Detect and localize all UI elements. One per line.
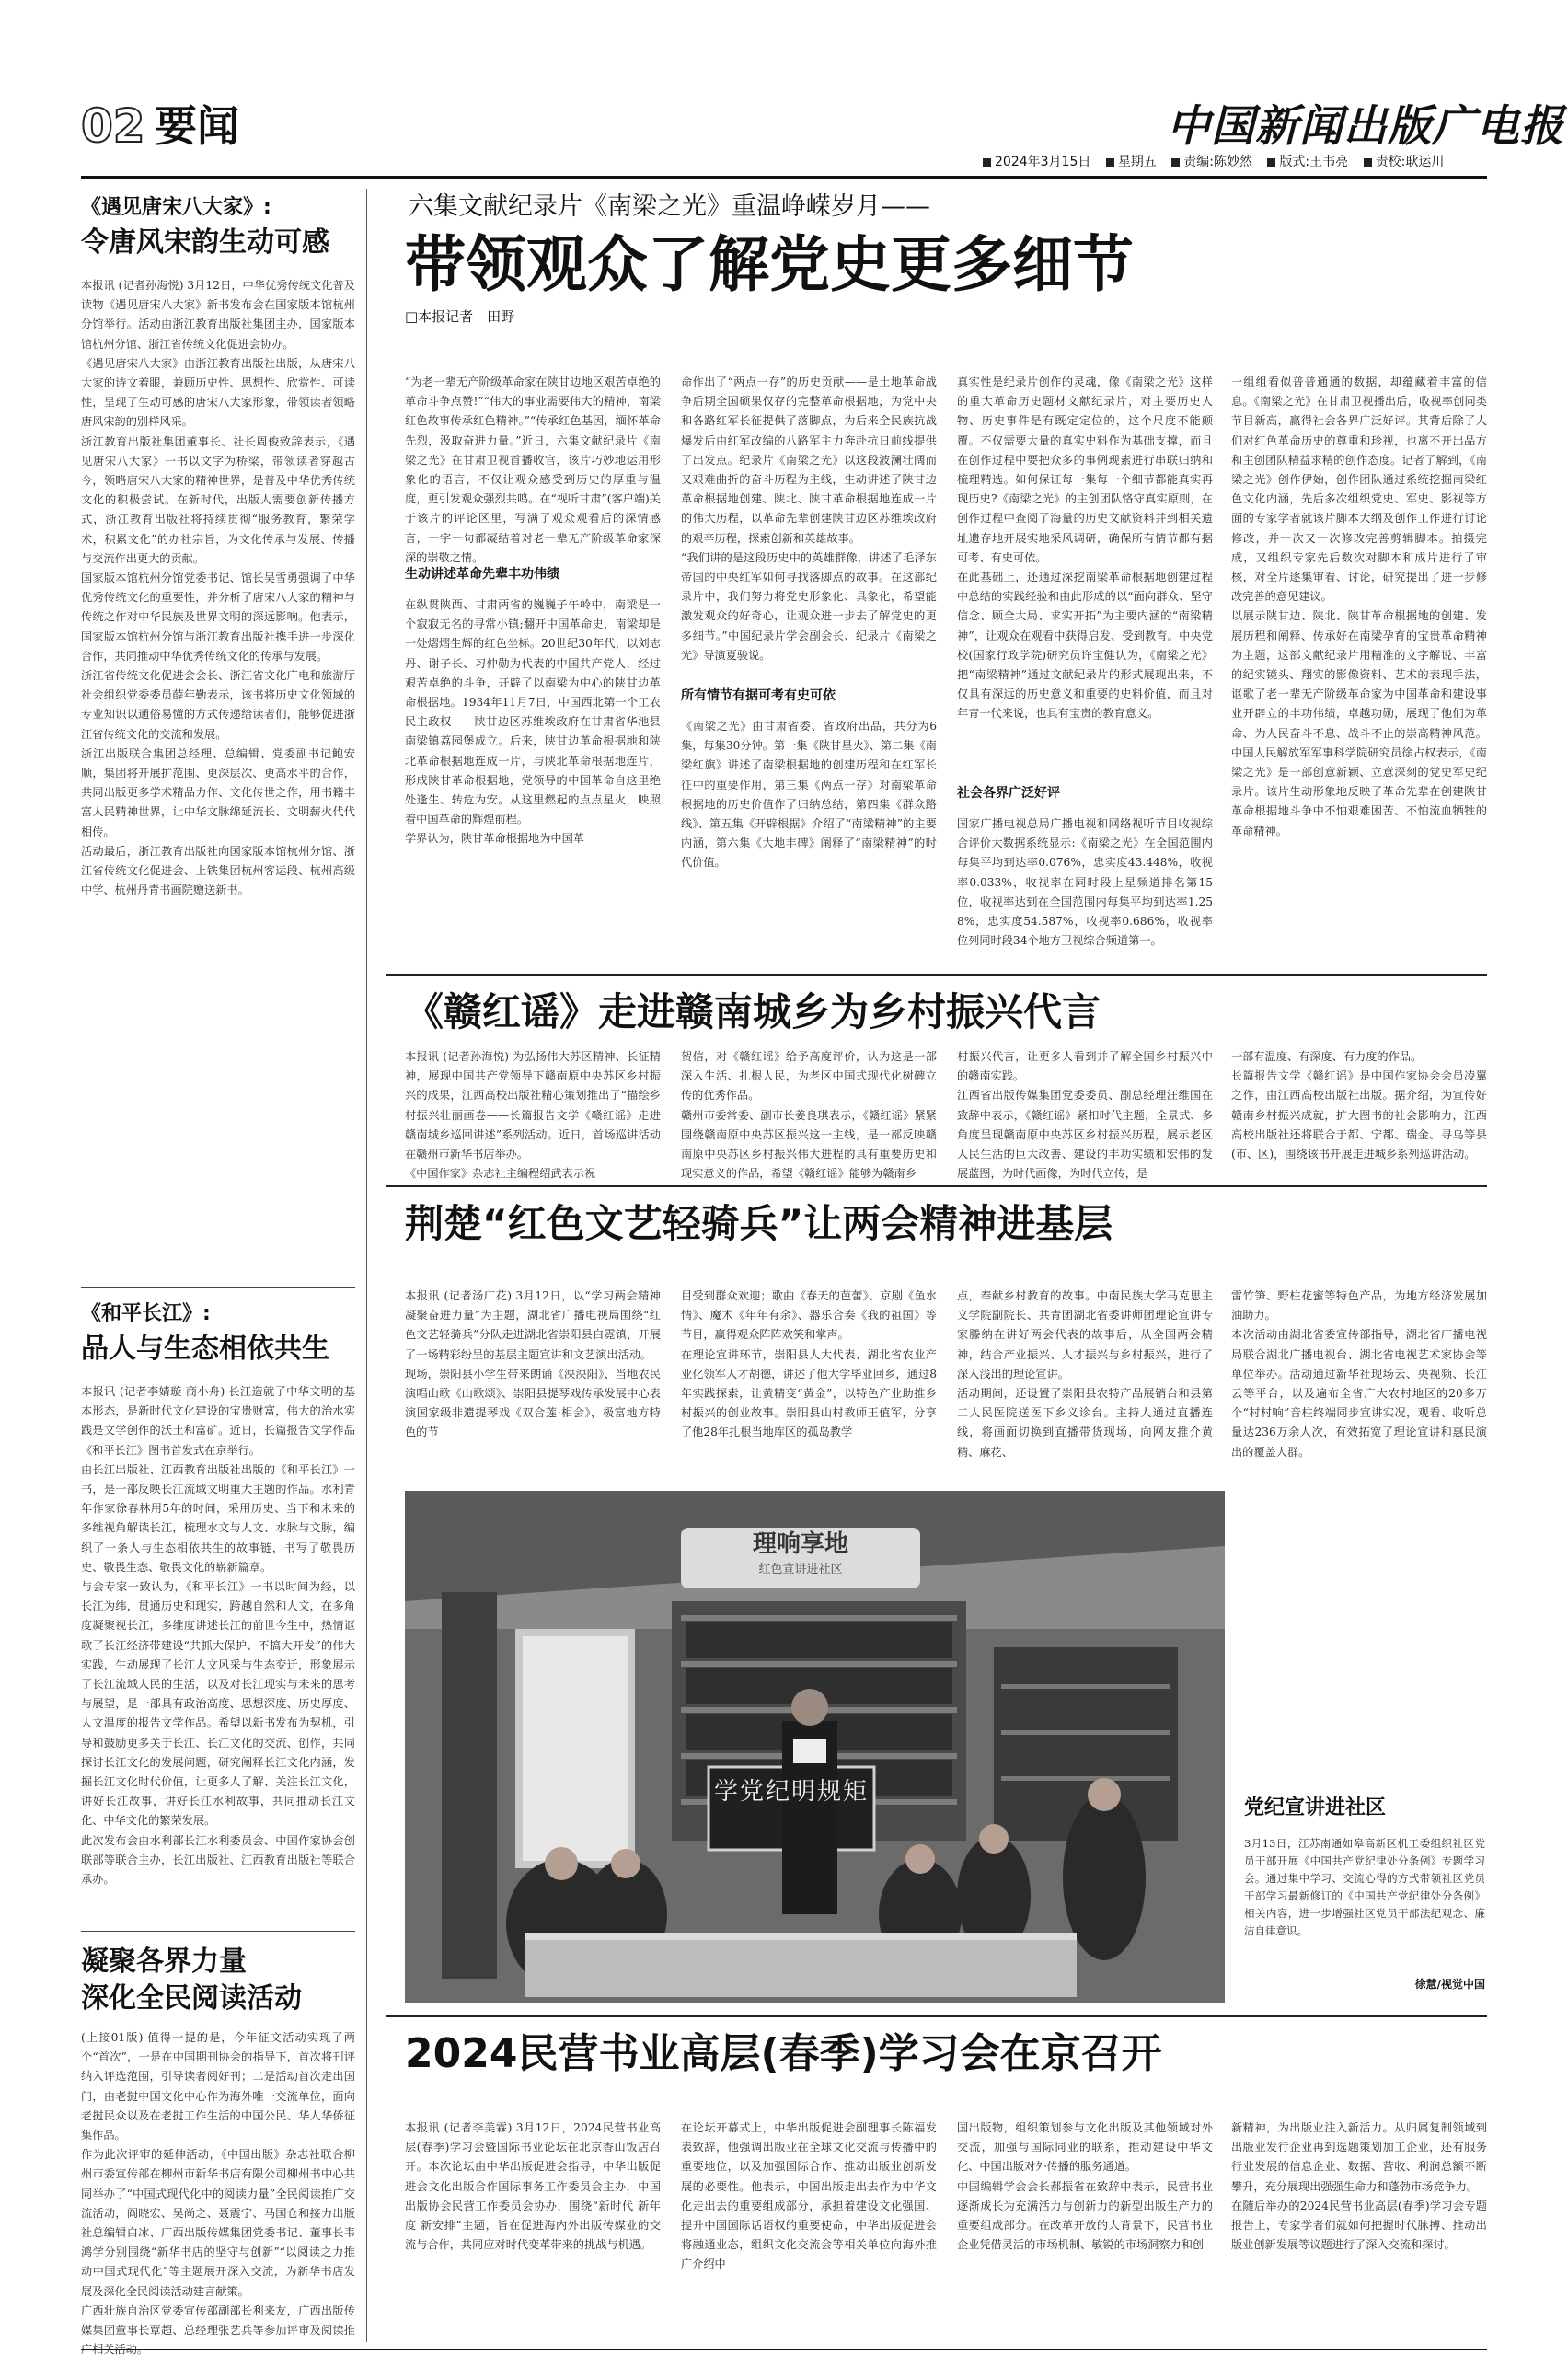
story-column: 目受到群众欢迎；歌曲《春天的芭蕾》、京剧《鱼水情》、魔术《年年有余》、器乐合奏《我的祖国》等节目，赢得观众阵阵欢笑和掌声。 在理论宣讲环节，崇阳县人大代表、湖北省农业产业化领军人才胡德，讲述了他大学毕业回乡，通过8年实践探索，让黄精变“黄金”，以特色产业助推乡村振兴的创业故事。崇阳县山村教师王值军，分享了他28年扎根当地库区的孤岛教学 (681, 1289, 937, 1439)
article-book-review-2 (81, 1299, 355, 1925)
section-divider (386, 1185, 1487, 1187)
left-column-divider (366, 189, 367, 2342)
lead-kicker: 六集文献纪录片《南梁之光》重温峥嵘岁月—— (409, 192, 930, 221)
photo-credit: 徐慧/视觉中国 (1414, 1978, 1485, 1991)
photo-banner (681, 1528, 920, 1588)
article-title: 品人与生态相依共生 (81, 1333, 329, 1365)
bullet-square-icon (1364, 158, 1372, 167)
photo-blackboard-text: 学党纪明规矩 (713, 1778, 869, 1806)
article-body: (上接01版) 值得一提的是，今年征文活动实现了两个“首次”，一是在中国期刊协会的指导下，首次将刊评纳入评选范围，引导读者阅好刊；二是活动首次走出国门，由老挝中国文化中心作为海外唯一交流单位，面向老挝民众以及在老挝工作生活的中国公民、华人华侨征集作品。 作为此次评审的延伸活动，《中国出版》杂志社联合柳州市委宣传部在柳州市新华书店有限公司柳州书中心共同举办了“中国式现代化中的阅读力量”全民阅读推广交流活动，阎晓宏、吴尚之、聂震宁、马国仓和接力出版社总编辑白冰、广西出版传媒集团党委书记、董事长韦鸿学分别围绕“新华书店的坚守与创新”“以阅读之力推动中国式现代化”等主题展开深入交流，为新华书店发展及深化全民阅读活动建言献策。 广西壮族自治区党委宣传部副部长利来友，广西出版传媒集团董事长覃超、总经理张艺兵等参加评审及阅读推广相关活动。 (81, 2031, 355, 2357)
section-title: 要闻 (155, 101, 239, 151)
story-column: 雷竹笋、野柱花蜜等特色产品，为地方经济发展加油助力。 本次活动由湖北省委宣传部指导，湖北省广播电视局联合湖北广播电视台、湖北省电视艺术家协会等单位举办。活动通过新华社现场云、央视频、长江云等平台，以及遍布全省广大农村地区的20多万个“村村响”音柱终端同步宣讲实况，观看、收听总量达236万余人次，有效拓宽了理论宣讲和惠民演出的覆盖人群。 (1231, 1289, 1487, 1459)
issue-weekday: 星期五 (1117, 155, 1157, 169)
bullet-square-icon (983, 158, 991, 167)
news-photo (405, 1491, 1225, 2003)
issue-info (983, 153, 1444, 171)
lead-column-1 (405, 373, 661, 947)
story-column: 在论坛开幕式上，中华出版促进会副理事长陈福发表致辞，他强调出版业在全球文化交流与传播中的重要地位，以及加强国际合作、推动出版业创新发展的必要性。他表示，中国出版走出去作为中华文化走出去的重要组成部分，承担着建设文化强国、提升中国国际话语权的重要使命，中华出版促进会将融通业态，组织文化交流会等相关单位向海外推广介绍中 (681, 2121, 937, 2271)
story-title: 《赣红谣》走进赣南城乡为乡村振兴代言 (405, 989, 1101, 1034)
lead-column-4 (1231, 373, 1487, 951)
lead-column-3 (957, 373, 1213, 953)
article-title-line1: 凝聚各界力量 (81, 1946, 247, 1978)
article-book-review-1 (81, 193, 355, 1298)
lead-subheading: 所有情节有据可考有史可依 (681, 688, 836, 703)
story-column: 一部有温度、有深度、有力度的作品。 长篇报告文学《赣红谣》是中国作家协会会员凌翼之作，由江西高校出版社出版。据介绍，为宣传好赣南乡村振兴成就，扩大图书的社会影响力，江西高校出版社还将联合于都、宁都、瑞金、寻乌等县(市、区)，围绕该书开展走进城乡系列巡讲活动。 (1231, 1050, 1487, 1161)
story-title: 荆楚“红色文艺轻骑兵”让两会精神进基层 (405, 1201, 1113, 1246)
lead-subheading: 生动讲述革命先辈丰功伟绩 (405, 567, 559, 582)
bullet-square-icon (1267, 158, 1275, 167)
lead-subheading: 社会各界广泛好评 (957, 786, 1060, 801)
story-column: 村振兴代言，让更多人看到并了解全国乡村振兴中的赣南实践。 江西省出版传媒集团党委委员、副总经理汪维国在致辞中表示，《赣红谣》紧扣时代主题，全景式、多角度呈现赣南原中央苏区乡村振兴历程，展示老区人民生活的巨大改善、建设的丰功实绩和宏伟的发展蓝图，为时代画像，为时代立传，是 (957, 1050, 1213, 1181)
photo-caption-box (1233, 1491, 1487, 2003)
issue-editor: 责编:陈妙然 (1183, 155, 1252, 169)
section-divider (386, 974, 1487, 976)
issue-designer: 版式:王书亮 (1279, 155, 1349, 169)
section-divider (386, 2015, 1487, 2017)
lead-body: 在纵贯陕西、甘肃两省的巍巍子午岭中，南梁是一个寂寂无名的寻常小镇;翻开中国革命史，南梁却是一处熠熠生辉的红色坐标。20世纪30年代，以刘志丹、谢子长、习仲勋为代表的中国共产党人，经过艰苦卓绝的斗争，开辟了以南梁为中心的陕甘边革命根据地。1934年11月7日，中国西北第一个工农民主政权——陕甘边区苏维埃政府在甘肃省华池县南梁镇荔园堡成立。后来，陕甘边革命根据地和陕北革命根据地连成一片，与陕北革命根据地连片，形成陕甘革命根据地，党领导的中国革命自这里绝处逢生、转危为安。从这里燃起的点点星火，映照着中国革命的辉煌前程。 学界认为，陕甘革命根据地为中国革 (405, 598, 661, 846)
lead-byline: □本报记者 田野 (405, 308, 515, 325)
lead-title: 带领观众了解党史更多细节 (405, 229, 1134, 300)
section-divider (81, 1287, 355, 1288)
story-title: 2024民营书业高层(春季)学习会在京召开 (405, 2030, 1162, 2077)
issue-proof: 责校:耿运川 (1375, 155, 1445, 169)
article-body: 本报讯 (记者李婧璇 商小舟) 长江造就了中华文明的基本形态，是新时代文化建设的宝贵财富，伟大的治水实践是文学创作的沃土和富矿。近日，长篇报告文学作品《和平长江》图书首发式在京举行。 由长江出版社、江西教育出版社出版的《和平长江》一书，是一部反映长江流域文明重大主题的作品。水利青年作家徐春林用5年的时间，采用历史、当下和未来的多维视角解读长江，梳理水文与人文、水脉与文脉，编织了一条人与生态相依共生的故事链，书写了敬畏历史、敬畏生态、敬畏文化的崭新篇章。 与会专家一致认为，《和平长江》一书以时间为经，以长江为纬，贯通历史和现实，跨越自然和人文，在多角度凝聚视长江，多维度讲述长江的前世今生中，热情讴歌了长江经济带建设“共抓大保护、不搞大开发”的伟大实践，生动展现了长江人文风采与生态变迁，形象展示了长江流域人民的生活，以及对长江现实与未来的思考与展望，是一部具有政治高度、思想深度、历史厚度、人文温度的报告文学作品。希望以新书发布为契机，引导和鼓励更多关于长江、长江文化的交流、创作，共同探讨长江文化的发展问题，研究阐释长江文化内涵，发掘长江文化时代价值，让更多人了解、关注长江文化，讲好长江故事，讲好长江水利故事，共同推动长江文化、中华文化的繁荣发展。 此次发布会由水利部长江水利委员会、中国作家协会创联部等联合主办，长江出版社、江西教育出版社等联合承办。 (81, 1385, 355, 1887)
lead-body: 《南梁之光》由甘肃省委、省政府出品，共分为6集，每集30分钟。第一集《陕甘星火》、第二集《南梁红旗》讲述了南梁根据地的创建历程和在红军长征中的重要作用，第三集《两点一存》对南梁革命根据地的历史价值作了归纳总结，第四集《群众路线》、第五集《开辟根据》介绍了“南梁精神”的主要内涵，第六集《大地丰碑》阐释了“南梁精神”的时代价值。 (681, 720, 937, 870)
bullet-square-icon (1171, 158, 1180, 167)
story-column: 点，奉献乡村教育的故事。中南民族大学马克思主义学院副院长、共青团湖北省委讲师团理论宣讲专家滕纳在讲好两会代表的故事后，从全国两会精神，结合产业振兴、人才振兴与乡村振兴，进行了深入浅出的理论宣讲。 活动期间，还设置了崇阳县农特产品展销台和县第二人民医院送医下乡义诊台。主持人通过直播连线，将画面切换到直播带货现场，向网友推介黄精、麻花、 (957, 1289, 1213, 1459)
photo-banner-text: 理响享地 (752, 1530, 848, 1558)
bullet-square-icon (1106, 158, 1114, 167)
page-bottom-rule (81, 2349, 1487, 2350)
photo-caption: 3月13日，江苏南通如皋高新区机工委组织社区党员干部开展《中国共产党纪律处分条例》专题学习会。通过集中学习、交流心得的方式带领社区党员干部学习最新修订的《中国共产党纪律处分条例》相关内容，进一步增强社区党员干部法纪观念、廉洁自律意识。 (1244, 1837, 1485, 1937)
lead-body: 命作出了“两点一存”的历史贡献——是土地革命战争后期全国硕果仅存的完整革命根据地，为党中央和各路红军长征提供了落脚点，为后来全民族抗战爆发后由红军改编的八路军主力奔赴抗日前线提供了出发点。纪录片《南梁之光》以这段波澜壮阔而又艰难曲折的奋斗历程为主线，生动讲述了陕甘边革命根据地创建、陕北、陕甘革命根据地连成一片的伟大历程，以革命先辈创建陕甘边区苏维埃政府的艰辛历程，探索创新和英雄故事。 “我们讲的是这段历史中的英雄群像，讲述了毛泽东帝国的中央红军如何寻找落脚点的故事。在这部纪录片中，我们努力将党史形象化、具象化，希望能激发观众的好奇心，让观众进一步去了解党史的更多细节。”中国纪录片学会副会长、纪录片《南梁之光》导演夏骏说。 (681, 375, 937, 662)
masthead-rule (81, 176, 1487, 179)
lead-story (405, 189, 1487, 327)
story-column: 贺信，对《赣红谣》给予高度评价，认为这是一部深入生活、扎根人民，为老区中国式现代化树碑立传的优秀作品。 赣州市委常委、副市长姜良琪表示，《赣红谣》紧紧围绕赣南原中央苏区振兴这一主线，是一部反映赣南原中央苏区乡村振兴伟大进程的具有重要历史和现实意义的作品，希望《赣红谣》能够为赣南乡 (681, 1050, 937, 1181)
story-column: 本报讯 (记者汤广花) 3月12日，以“学习两会精神 凝聚奋进力量”为主题，湖北省广播电视局围绕“红色文艺轻骑兵”分队走进湖北省崇阳县白霓镇，开展了一场精彩纷呈的基层主题宣讲和文艺演出活动。 现场，崇阳县小学生带来朗诵《泱泱阳》、当地农民演唱山歌《山歌颂》、崇阳县提琴戏传承发展中心表演国家级非遗提琴戏《双合莲·相会》，极富地方特色的节 (405, 1289, 661, 1439)
page-number: 02 (81, 99, 145, 153)
paper-name-logo: 中国新闻出版广电报 (1167, 101, 1564, 152)
section-divider (81, 1931, 355, 1932)
article-title-line2: 深化全民阅读活动 (81, 1982, 302, 2015)
issue-date: 2024年3月15日 (995, 155, 1091, 169)
lead-body: 国家广播电视总局广播电视和网络视听节目收视综合评价大数据系统显示:《南梁之光》在全国范围内每集平均到达率0.076%，忠实度43.448%，收视率0.033%，收视率在同时段上星频道排名第15位，收视率达到在全国范围内每集平均到达率1.258%，忠实度54.587%，收视率0.686%，收视率位列同时段34个地方卫视综合频道第一。 (957, 817, 1213, 948)
photo-banner-subtext: 红色宣讲进社区 (758, 1563, 843, 1576)
lead-column-2 (681, 373, 937, 947)
photo-caption-title: 党纪宣讲进社区 (1244, 1796, 1387, 1819)
story-column: 本报讯 (记者李美霖) 3月12日，2024民营书业高层(春季)学习会暨国际书业论坛在北京香山饭店召开。本次论坛由中华出版促进会指导，中华出版促进会文化出版合作国际事务工作委员会主办，中国出版协会民营工作委员会协办，围绕“新时代 新年度 新安排”主题，旨在促进海内外出版传媒业的交流与合作，共同应对时代变革带来的挑战与机遇。 (405, 2121, 661, 2252)
story-column: 本报讯 (记者孙海悦) 为弘扬伟大苏区精神、长征精神，展现中国共产党领导下赣南原中央苏区乡村振兴的成果，江西高校出版社精心策划推出了“描绘乡村振兴壮丽画卷——长篇报告文学《赣红谣》走进赣南城乡巡回讲述”系列活动。近日，首场巡讲活动在赣州市新华书店举办。 《中国作家》杂志社主编程绍武表示祝 (405, 1050, 661, 1181)
article-kicker: 《和平长江》: (81, 1302, 211, 1325)
story-column: 新精神，为出版业注入新活力。从归属复制领域到出版业发行企业再到选题策划加工企业，还有服务行业发展的信息企业、数据、营收、利润总额不断攀升，充分展现出强强生命力和蓬勃市场竞争力。 在随后举办的2024民营书业高层(春季)学习会专题报告上，专家学者们就如何把握时代脉搏、推动出版业创新发展等议题进行了深入交流和探讨。 (1231, 2121, 1487, 2252)
story-column: 国出版物，组织策划参与文化出版及其他领域对外交流，加强与国际同业的联系，推动建设中华文化、中国出版对外传播的服务通道。 中国编辑学会会长郝振省在致辞中表示，民营书业逐渐成长为充满活力与创新力的新型出版生产力的重要组成部分。在改革开放的大背景下，民营书业企业凭借灵活的市场机制、敏锐的市场洞察力和创 (957, 2121, 1213, 2252)
lead-body: 一组组看似普普通通的数据，却蕴藏着丰富的信息。《南梁之光》在甘肃卫视播出后，收视率创同类节目新高，赢得社会各界广泛好评。其背后除了人们对红色革命历史的尊重和珍视，也离不开出品方和主创团队精益求精的创作态度。记者了解到，《南梁之光》创作伊始，创作团队通过系统挖掘南梁红色文化内涵，先后多次组织党史、军史、影视等方面的专家学者就该片脚本大纲及创作工作进行讨论修改，并一次又一次修改完善剪辑脚本。拍摄完成，又组织专家先后数次对脚本和成片进行了审核，对全片逐集审看、讨论，研究提出了进一步修改完善的意见建议。 以展示陕甘边、陕北、陕甘革命根据地的创建、发展历程和阐释、传承好在南梁孕育的宝贵革命精神为主题，这部文献纪录片用精准的文字解说、丰富的纪实镜头、翔实的影像资料、艺术的表现手法，讴歌了老一辈无产阶级革命家为中国革命和建设事业开辟立的丰功伟绩，卓越功勋，展现了他们为革命、为人民奋斗不息、战斗不止的崇高精神风范。中国人民解放军军事科学院研究员徐占权表示，《南梁之光》是一部创意新颖、立意深刻的党史军史纪录片。该片生动形象地反映了革命先辈在创建陕甘革命根据地斗争中不怕艰难困苦、不怕流血牺牲的革命精神。 (1231, 375, 1487, 837)
lead-body: “为老一辈无产阶级革命家在陕甘边地区艰苦卓绝的革命斗争点赞!”“伟大的事业需要伟大的精神，南梁红色故事传承红色精神。”“传承红色基因，缅怀革命先烈，汲取奋进力量。”近日，六集文献纪录片《南梁之光》在甘肃卫视首播收官，该片巧妙地运用形象化的语言，不仅让观众感受到历史的厚重与温度，更引发观众强烈共鸣。在“视听甘肃”(客户端)关于该片的评论区里，写满了观众观看后的深情感言，一字一句都凝结着对老一辈无产阶级革命家深深的崇敬之情。 (405, 375, 661, 564)
article-title: 令唐风宋韵生动可感 (81, 226, 329, 259)
article-body: 本报讯 (记者孙海悦) 3月12日，中华优秀传统文化普及读物《遇见唐宋八大家》新书发布会在国家版本馆杭州分馆举行。活动由浙江教育出版社集团主办，国家版本馆杭州分馆、浙江省传统文化促进会协办。 《遇见唐宋八大家》由浙江教育出版社出版，从唐宋八大家的诗文着眼，兼顾历史性、思想性、欣赏性、可读性，呈现了生动可感的唐宋八大家形象，带领读者领略唐风宋韵的别样风采。 浙江教育出版社集团董事长、社长周俊致辞表示，《遇见唐宋八大家》一书以文字为桥梁，带领读者穿越古今，领略唐宋八大家的精神世界，是普及中华优秀传统文化的积极尝试。在新时代，出版人需要创新传播方式，浙江教育出版社将持续贯彻“服务教育，繁荣学术，积累文化”的办社宗旨，为文化传承与发展、传播与交流作出更大的贡献。 国家版本馆杭州分馆党委书记、馆长吴雪勇强调了中华优秀传统文化的重要性，并分析了唐宋八大家的精神与传统之作对中华民族及世界文明的深远影响。他表示，国家版本馆杭州分馆与浙江教育出版社携手进一步深化合作，共同推动中华优秀传统文化的传承与发展。 浙江省传统文化促进会会长、浙江省文化广电和旅游厅社会组织党委委员薛年勤表示，该书将历史文化领域的专业知识以通俗易懂的方式传递给读者们，能够促进浙江省传统文化的交流和发展。 浙江出版联合集团总经理、总编辑、党委副书记鲍安顺，集团将开展扩范围、更深层次、更高水平的合作，共同出版更多学术精品力作、文化传世之作，用书籍丰富人民精神世界，让中华文脉绵延流长、文明薪火代代相传。 活动最后，浙江教育出版社向国家版本馆杭州分馆、浙江省传统文化促进会、上铁集团杭州客运段、杭州高级中学、杭州丹青书画院赠送新书。 (81, 279, 355, 897)
lead-body: 真实性是纪录片创作的灵魂，像《南梁之光》这样的重大革命历史题材文献纪录片，对主要历史人物、历史事件是有既定定位的，这个尺度不能颠覆。不仅需要大量的真实史料作为基础支撑，而且在创作过程中要把众多的事例现素进行串联归纳和梳理精选。如何保证每一集每一个细节都能真实再现历史?《南梁之光》的主创团队恪守真实原则，在创作过程中查阅了海量的历史文献资料并到相关遗址遗存地开展实地采风调研，确保所有情节都有据可考、有史可依。 在此基础上，还通过深挖南梁革命根据地创建过程中总结的实践经验和由此形成的以“面向群众、坚守信念、顾全大局、求实开拓”为主要内涵的“南梁精神”，让观众在观看中获得启发、受到教育。中央党校(国家行政学院)研究员许宝健认为，《南梁之光》把“南梁精神”通过文献纪录片的形式展现出来，不仅具有深远的历史意义和重要的史料价值，而且对年青一代来说，也具有宝贵的教育意义。 (957, 375, 1213, 721)
article-reading-campaign (81, 1944, 355, 2357)
article-kicker: 《遇见唐宋八大家》: (81, 196, 271, 219)
